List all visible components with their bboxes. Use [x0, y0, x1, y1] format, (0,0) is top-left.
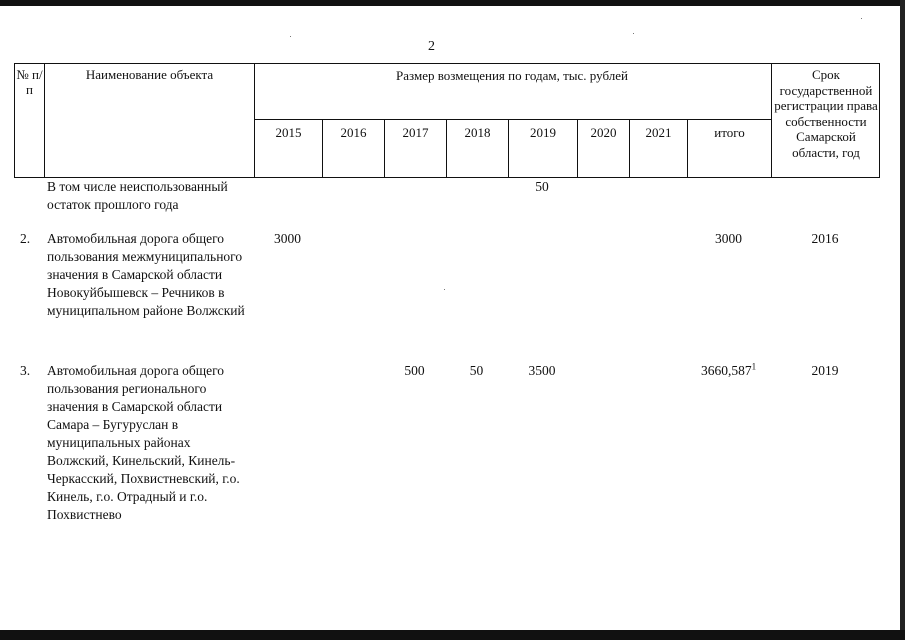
scan-speck	[444, 289, 445, 290]
row-name: Автомобильная дорога общего пользования регионального значения в Самарской области Самара – Бугуруслан в муниципальных районах Волжский, Кинельский, Кинель-Черкасский, Похвистневский, г.о. Кинель, г.о. Отрадный и г.о. Похвистнево	[47, 363, 240, 522]
row-value-2019: 3500	[528, 363, 556, 378]
row-total: 3000	[715, 231, 742, 246]
row-number: 2.	[20, 231, 31, 246]
year-2018: 2018	[464, 125, 491, 140]
scan-speck	[633, 33, 634, 34]
row-total	[680, 362, 777, 380]
row-value-2018: 50	[469, 363, 484, 378]
year-2017: 2017	[402, 125, 429, 140]
scan-speck	[290, 36, 291, 37]
year-2016: 2016	[340, 125, 367, 140]
year-2019: 2019	[530, 125, 556, 140]
header-num: № п/п	[16, 67, 43, 97]
table-header	[14, 63, 880, 178]
year-2020: 2020	[590, 125, 617, 140]
year-total: итого	[714, 125, 745, 140]
header-divider	[254, 64, 255, 177]
year-2021: 2021	[645, 125, 672, 140]
scan-edge-top	[0, 0, 905, 6]
row-value-2019: 50	[535, 179, 549, 194]
scan-edge-right	[900, 0, 905, 640]
scan-speck	[861, 18, 862, 19]
footnote-marker: 1	[751, 361, 757, 372]
row-value-2017: 500	[404, 363, 425, 378]
scan-edge-bottom	[0, 630, 905, 640]
row-name: В том числе неиспользованный остаток прошлого года	[47, 179, 228, 212]
row-value-2015: 3000	[274, 231, 301, 246]
header-term: Срок государственной регистрации права собственности Самарской области, год	[774, 67, 878, 160]
header-subdivider	[254, 119, 771, 120]
page-number: 2	[428, 39, 435, 54]
year-2015: 2015	[275, 125, 302, 140]
row-term: 2016	[811, 231, 839, 246]
row-name: Автомобильная дорога общего пользования межмуниципального значения в Самарской области Новокуйбышевск – Речников в муниципальном районе Волжский	[47, 231, 245, 318]
row-total-value: 3660,587	[700, 363, 752, 378]
header-name: Наименование объекта	[85, 67, 214, 82]
row-number: 3.	[20, 363, 31, 378]
header-amount-group: Размер возмещения по годам, тыс. рублей	[396, 68, 628, 83]
row-term: 2019	[811, 363, 839, 378]
